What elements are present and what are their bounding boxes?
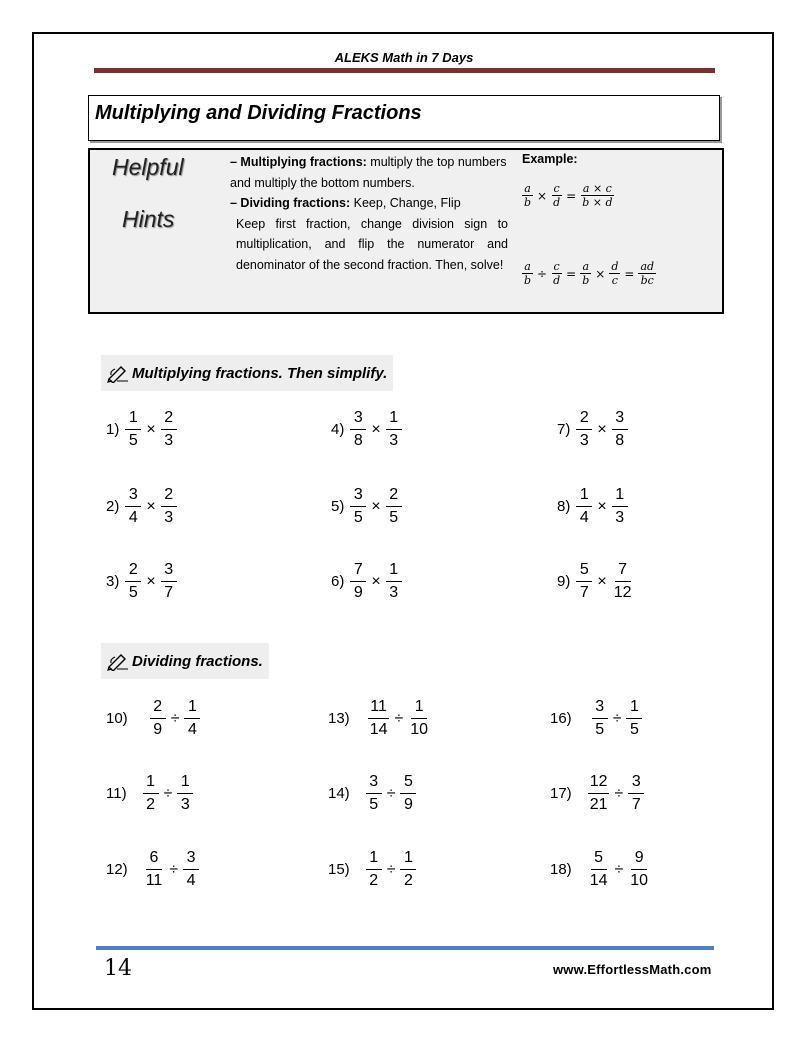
fraction-2	[626, 698, 642, 739]
fraction-2	[386, 561, 402, 602]
ex2-result	[638, 260, 656, 287]
denominator: 4	[579, 509, 589, 526]
denominator: 7	[164, 584, 174, 601]
denominator: 7	[579, 584, 589, 601]
operator: ×	[597, 497, 607, 515]
fraction-1	[576, 409, 592, 450]
ex1-op: ×	[537, 188, 548, 203]
ex2-equals-1: =	[566, 266, 577, 281]
section-divide-heading	[101, 643, 269, 679]
denominator: 5	[389, 509, 399, 526]
ex1-result-den: b × d	[582, 196, 613, 209]
problem-number: 8)	[557, 498, 571, 515]
hint-divide-rest: Keep, Change, Flip	[350, 196, 461, 210]
problem	[550, 698, 642, 739]
problem-number: 16)	[550, 710, 572, 727]
fraction-2	[628, 849, 650, 890]
problem-number: 18)	[550, 861, 572, 878]
denominator: 12	[613, 584, 632, 601]
numerator: 9	[631, 849, 647, 870]
numerator: 7	[615, 561, 631, 582]
denominator: 14	[369, 721, 388, 738]
denominator: 4	[186, 872, 196, 889]
fraction-1	[350, 486, 366, 527]
fraction-1	[588, 849, 610, 890]
denominator: 8	[353, 432, 363, 449]
numerator: 2	[161, 409, 177, 430]
fraction-1	[350, 561, 366, 602]
fraction-1	[592, 698, 608, 739]
problem	[557, 486, 628, 527]
operator: ÷	[386, 784, 396, 802]
problem-number: 14)	[328, 785, 350, 802]
denominator: 7	[631, 796, 641, 813]
numerator: 5	[591, 849, 607, 870]
ex2-mul: ×	[595, 266, 606, 281]
fraction-1	[576, 561, 592, 602]
ex1-c: c	[553, 182, 560, 195]
denominator: 3	[615, 509, 625, 526]
denominator: 3	[389, 432, 399, 449]
fraction-2	[161, 486, 177, 527]
problem-number: 4)	[331, 421, 345, 438]
ex2-frac-d-c	[609, 260, 620, 287]
problem	[328, 698, 430, 739]
fraction-2	[400, 773, 416, 814]
fraction-1	[143, 773, 159, 814]
page-title: Multiplying and Dividing Fractions	[95, 102, 422, 124]
numerator: 3	[125, 486, 141, 507]
ex2-b2: b	[582, 274, 590, 287]
fraction-1	[576, 486, 592, 527]
denominator: 3	[164, 432, 174, 449]
denominator: 5	[369, 796, 379, 813]
fraction-2	[184, 698, 200, 739]
operator: ×	[146, 420, 156, 438]
ex2-c: c	[553, 260, 560, 273]
denominator: 8	[615, 432, 625, 449]
ex2-a2: a	[582, 260, 590, 273]
numerator: 1	[125, 409, 141, 430]
numerator: 2	[386, 486, 402, 507]
ex2-c2: c	[611, 274, 618, 287]
website-link[interactable]: www.EffortlessMath.com	[553, 962, 712, 977]
problem-number: 3)	[106, 573, 120, 590]
fraction-2	[612, 486, 628, 527]
problem-number: 9)	[557, 573, 571, 590]
section-multiply-title: Multiplying fractions. Then simplify.	[132, 364, 388, 382]
numerator: 6	[146, 849, 162, 870]
numerator: 3	[628, 773, 644, 794]
ex1-a: a	[524, 182, 531, 195]
operator: ×	[371, 572, 381, 590]
running-title: ALEKS Math in 7 Days	[334, 50, 474, 65]
pencil-icon	[107, 651, 129, 671]
denominator: 3	[389, 584, 399, 601]
fraction-1	[125, 409, 141, 450]
numerator: 2	[125, 561, 141, 582]
fraction-2	[628, 773, 644, 814]
ex2-result-den: bc	[640, 274, 654, 287]
hint-divide-bold: – Dividing fractions:	[230, 196, 351, 210]
problem-number: 12)	[106, 861, 128, 878]
ex2-d2: d	[611, 260, 619, 273]
problem	[331, 409, 402, 450]
ex1-result	[580, 182, 614, 209]
problem	[106, 486, 177, 527]
denominator: 2	[369, 872, 379, 889]
ex2-equals-2: =	[624, 266, 635, 281]
problem-number: 2)	[106, 498, 120, 515]
denominator: 14	[589, 872, 608, 889]
numerator: 2	[576, 409, 592, 430]
fraction-2	[161, 561, 177, 602]
pencil-icon	[107, 363, 129, 383]
problem	[331, 486, 402, 527]
problem-number: 11)	[106, 785, 127, 802]
numerator: 11	[368, 698, 389, 719]
ex2-frac-a-b-2	[580, 260, 591, 287]
ex2-frac-c-d	[551, 260, 562, 287]
page-number: 14	[104, 956, 132, 981]
hints-word-helpful: Helpful	[112, 154, 184, 180]
hint-multiply	[230, 152, 508, 193]
operator: ×	[146, 572, 156, 590]
fraction-1	[366, 849, 382, 890]
fraction-1	[144, 849, 165, 890]
problem	[550, 849, 650, 890]
operator: ×	[597, 420, 607, 438]
problem	[328, 849, 416, 890]
problem-number: 10)	[106, 710, 128, 727]
fraction-2	[408, 698, 430, 739]
hints-word-hints: Hints	[122, 206, 175, 232]
fraction-1	[368, 698, 390, 739]
problem-number: 7)	[557, 421, 571, 438]
ex2-d: d	[553, 274, 561, 287]
ex2-op: ÷	[537, 266, 548, 281]
fraction-1	[125, 561, 141, 602]
numerator: 1	[177, 773, 193, 794]
hint-divide-explanation: Keep first fraction, change division sign to multiplication, and flip the numerator and denominator of the second fraction. Then, solve!	[236, 216, 508, 272]
example-multiply-formula	[522, 182, 615, 209]
denominator: 21	[589, 796, 608, 813]
hint-text	[230, 152, 508, 275]
fraction-1	[350, 409, 366, 450]
operator: ÷	[170, 709, 180, 727]
denominator: 3	[164, 509, 174, 526]
hint-divide	[230, 193, 508, 214]
denominator: 4	[128, 509, 138, 526]
fraction-2	[386, 486, 402, 527]
fraction-2	[183, 849, 199, 890]
numerator: 1	[184, 698, 200, 719]
operator: ÷	[169, 860, 179, 878]
numerator: 12	[588, 773, 610, 794]
ex1-d: d	[553, 196, 561, 209]
ex2-a: a	[524, 260, 531, 273]
ex2-result-num: ad	[640, 260, 655, 273]
denominator: 2	[404, 872, 413, 889]
numerator: 1	[612, 486, 628, 507]
fraction-2	[612, 561, 634, 602]
numerator: 1	[576, 486, 592, 507]
helpful-hints-box	[88, 148, 724, 314]
operator: ×	[371, 420, 381, 438]
section-divide-title: Dividing fractions.	[132, 652, 263, 670]
denominator: 3	[579, 432, 589, 449]
denominator: 5	[595, 721, 605, 738]
denominator: 3	[180, 796, 190, 813]
numerator: 1	[386, 409, 402, 430]
problem-number: 6)	[331, 573, 345, 590]
ex1-equals: =	[566, 188, 577, 203]
denominator: 10	[410, 721, 429, 738]
numerator: 1	[386, 561, 402, 582]
hint-multiply-bold: – Multiplying fractions:	[230, 155, 367, 169]
problem-number: 1)	[106, 421, 120, 438]
numerator: 1	[400, 849, 416, 870]
operator: ÷	[614, 784, 624, 802]
operator: ÷	[386, 860, 396, 878]
denominator: 4	[188, 721, 197, 738]
problem	[328, 773, 416, 814]
denominator: 5	[630, 721, 639, 738]
numerator: 3	[161, 561, 177, 582]
problem	[106, 849, 199, 890]
ex2-b: b	[524, 274, 532, 287]
fraction-1	[150, 698, 166, 739]
denominator: 5	[128, 432, 138, 449]
ex2-frac-a-b	[522, 260, 533, 287]
denominator: 9	[404, 796, 413, 813]
numerator: 7	[350, 561, 366, 582]
operator: ×	[146, 497, 156, 515]
problem	[557, 561, 633, 602]
operator: ×	[597, 572, 607, 590]
numerator: 3	[612, 409, 628, 430]
denominator: 5	[128, 584, 138, 601]
numerator: 3	[592, 698, 608, 719]
fraction-2	[612, 409, 628, 450]
denominator: 5	[353, 509, 363, 526]
fraction-2	[161, 409, 177, 450]
ex1-result-num: a × c	[582, 182, 612, 195]
example-label: Example:	[522, 152, 578, 166]
problem	[106, 773, 193, 814]
operator: ÷	[394, 709, 404, 727]
ex1-frac-c-d	[551, 182, 562, 209]
hint-multiply-rest: multiply the top numbers and multiply the bottom numbers.	[230, 155, 507, 190]
ex1-frac-a-b	[522, 182, 533, 209]
numerator: 5	[400, 773, 416, 794]
title-box	[88, 95, 720, 141]
problem	[331, 561, 402, 602]
fraction-1	[366, 773, 382, 814]
numerator: 2	[150, 698, 166, 719]
numerator: 1	[411, 698, 427, 719]
fraction-2	[177, 773, 193, 814]
denominator: 9	[153, 721, 163, 738]
section-multiply-heading	[101, 355, 393, 391]
problem	[557, 409, 628, 450]
numerator: 3	[183, 849, 199, 870]
problem-number: 5)	[331, 498, 345, 515]
problem	[550, 773, 644, 814]
operator: ÷	[614, 860, 624, 878]
footer-rule	[96, 946, 714, 950]
numerator: 1	[626, 698, 642, 719]
denominator: 2	[146, 796, 156, 813]
problem-number: 17)	[550, 785, 572, 802]
problem-number: 13)	[328, 710, 350, 727]
numerator: 3	[350, 486, 366, 507]
problem	[106, 561, 177, 602]
numerator: 1	[143, 773, 159, 794]
denominator: 11	[145, 872, 163, 889]
denominator: 10	[630, 872, 649, 889]
fraction-2	[386, 409, 402, 450]
fraction-1	[588, 773, 610, 814]
numerator: 1	[366, 849, 382, 870]
header-rule	[94, 68, 715, 73]
example-divide-formula	[522, 260, 656, 287]
problem-number: 15)	[328, 861, 350, 878]
problem	[106, 409, 177, 450]
ex1-b: b	[524, 196, 532, 209]
numerator: 2	[161, 486, 177, 507]
operator: ×	[371, 497, 381, 515]
numerator: 5	[576, 561, 592, 582]
operator: ÷	[612, 709, 622, 727]
fraction-2	[400, 849, 416, 890]
numerator: 3	[366, 773, 382, 794]
operator: ÷	[163, 784, 173, 802]
problem	[106, 698, 200, 739]
denominator: 9	[353, 584, 363, 601]
numerator: 3	[350, 409, 366, 430]
fraction-1	[125, 486, 141, 527]
